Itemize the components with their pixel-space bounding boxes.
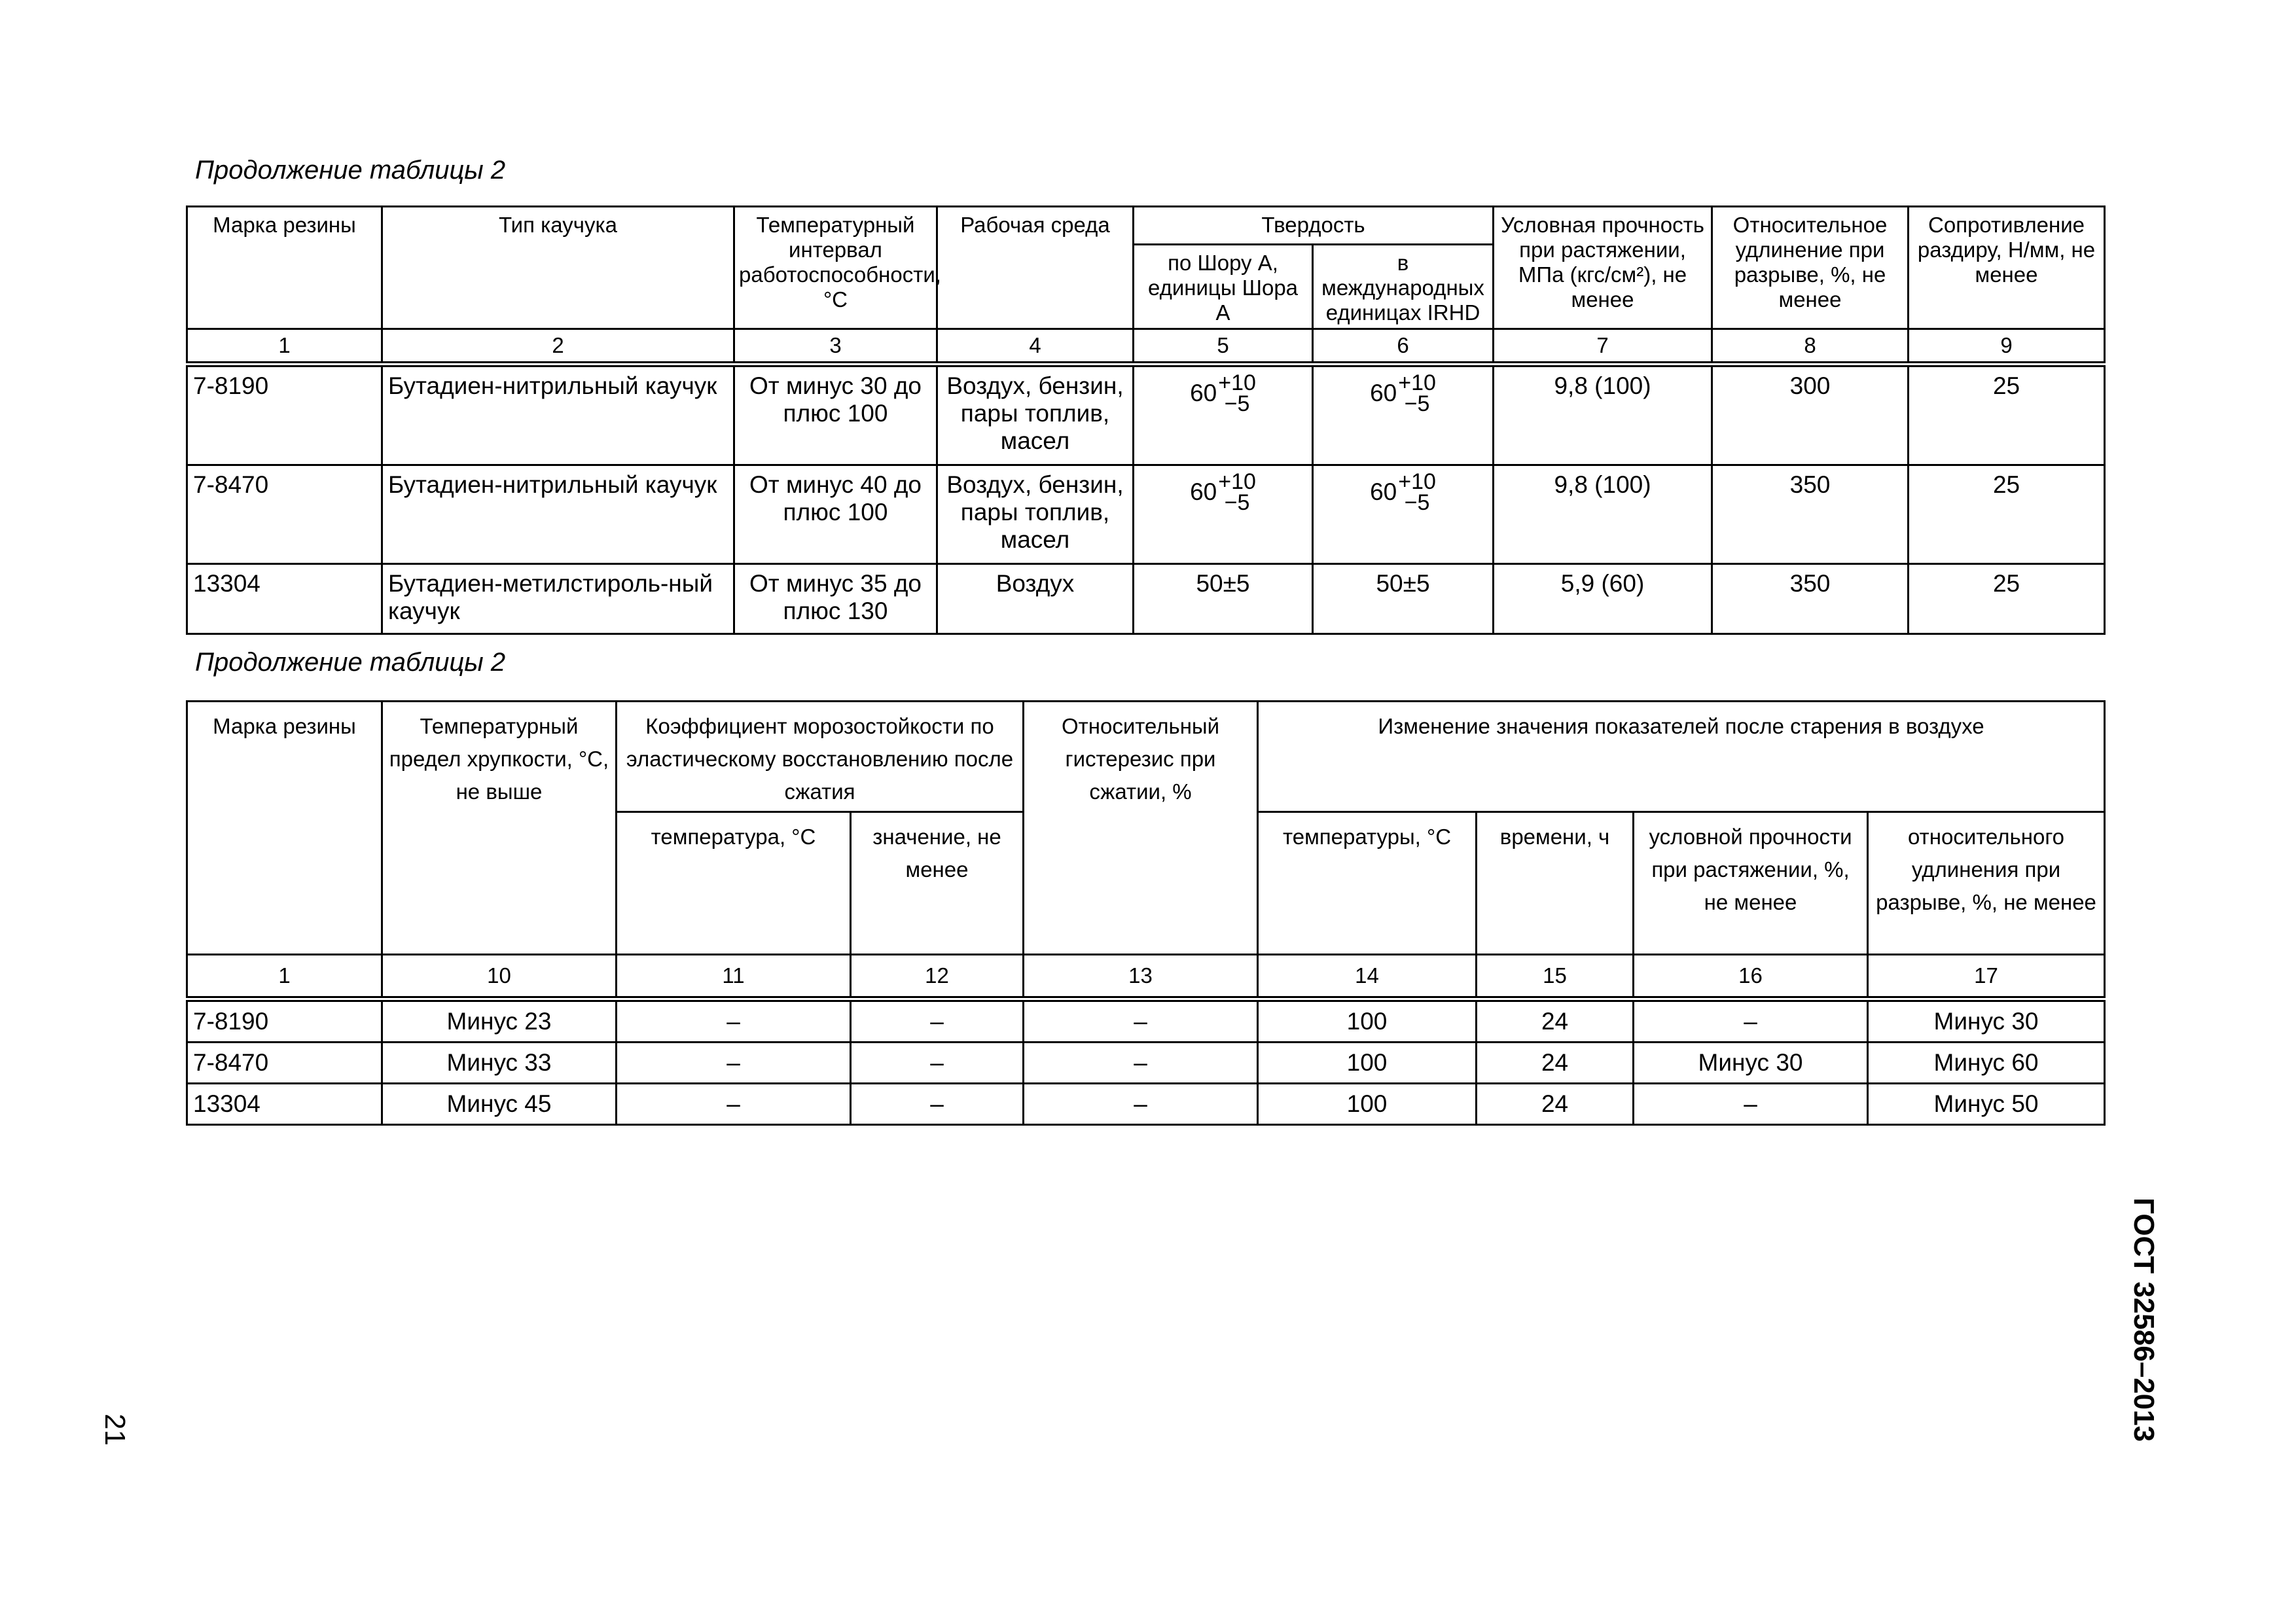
tolerance-base: 60 <box>1190 380 1217 406</box>
cell-aging-time: 24 <box>1477 999 1634 1043</box>
column-number: 12 <box>851 955 1024 999</box>
cell-rubber-type: Бутадиен-нитрильный каучук <box>382 465 734 564</box>
column-number: 13 <box>1024 955 1258 999</box>
cell-elongation: 300 <box>1712 365 1909 465</box>
header-hysteresis: Относительный гистерезис при сжатии, % <box>1024 702 1258 955</box>
cell-elongation: 350 <box>1712 465 1909 564</box>
column-number: 1 <box>187 329 382 365</box>
column-number: 7 <box>1494 329 1712 365</box>
cell-shore: 50±5 <box>1134 564 1313 634</box>
tolerance-upper: +10 <box>1218 370 1256 395</box>
cell-strength: 5,9 (60) <box>1494 564 1712 634</box>
cell-aging-time: 24 <box>1477 1043 1634 1084</box>
column-numbers-row <box>187 955 2105 999</box>
cell-irhd: 50±5 <box>1313 564 1494 634</box>
cell-medium: Воздух, бензин, пары топлив, масел <box>937 465 1134 564</box>
cell-grade: 7-8190 <box>187 365 382 465</box>
cell-brittle: Минус 23 <box>382 999 617 1043</box>
cell-tear: 25 <box>1909 365 2105 465</box>
column-number: 6 <box>1313 329 1494 365</box>
header-irhd: в международных единицах IRHD <box>1313 245 1494 329</box>
tolerance-upper: +10 <box>1398 370 1436 395</box>
tolerance-lower: −5 <box>1404 391 1430 416</box>
standard-designation: ГОСТ 32586–2013 <box>2128 1198 2160 1442</box>
cell-temp: От минус 40 до плюс 100 <box>734 465 937 564</box>
cell-grade: 7-8190 <box>187 999 382 1043</box>
column-number: 11 <box>617 955 851 999</box>
tolerance-lower: −5 <box>1404 490 1430 515</box>
cell-aging-strength: Минус 30 <box>1634 1043 1868 1084</box>
cell-grade: 13304 <box>187 564 382 634</box>
column-number: 2 <box>382 329 734 365</box>
cell-temp: От минус 35 до плюс 130 <box>734 564 937 634</box>
column-number: 1 <box>187 955 382 999</box>
header-aging-temp: температуры, °С <box>1258 812 1477 955</box>
header-shore: по Шору А, единицы Шора А <box>1134 245 1313 329</box>
cell-medium: Воздух, бензин, пары топлив, масел <box>937 365 1134 465</box>
column-numbers-row <box>187 329 2105 365</box>
header-frost-coefficient: Коэффициент морозостойкости по эластическому восстановлению после сжатия <box>617 702 1024 812</box>
column-number: 9 <box>1909 329 2105 365</box>
header-aging-time: времени, ч <box>1477 812 1634 955</box>
cell-aging-elongation: Минус 50 <box>1868 1084 2105 1125</box>
cell-tear: 25 <box>1909 465 2105 564</box>
cell-frost-value: – <box>851 1043 1024 1084</box>
cell-frost-temp: – <box>617 999 851 1043</box>
column-number: 17 <box>1868 955 2105 999</box>
table-row <box>187 365 2105 465</box>
cell-medium: Воздух <box>937 564 1134 634</box>
cell-aging-temp: 100 <box>1258 1084 1477 1125</box>
tolerance-base: 60 <box>1370 478 1397 505</box>
cell-aging-time: 24 <box>1477 1084 1634 1125</box>
table-row <box>187 1043 2105 1084</box>
cell-tear: 25 <box>1909 564 2105 634</box>
cell-brittle: Минус 33 <box>382 1043 617 1084</box>
header-aging: Изменение значения показателей после старения в воздухе <box>1258 702 2105 812</box>
cell-aging-elongation: Минус 30 <box>1868 999 2105 1043</box>
header-temp-interval: Температурный интервал работоспособности, °С <box>734 207 937 329</box>
cell-brittle: Минус 45 <box>382 1084 617 1125</box>
table-rubber-properties-1 <box>186 205 2106 635</box>
header-rubber-type: Тип каучука <box>382 207 734 329</box>
cell-shore <box>1134 365 1313 465</box>
header-grade: Марка резины <box>187 702 382 955</box>
cell-hysteresis: – <box>1024 1084 1258 1125</box>
table-row <box>187 564 2105 634</box>
cell-frost-temp: – <box>617 1084 851 1125</box>
cell-rubber-type: Бутадиен-нитрильный каучук <box>382 365 734 465</box>
header-strength: Условная прочность при растяжении, МПа (кгс/см²), не менее <box>1494 207 1712 329</box>
cell-aging-temp: 100 <box>1258 1043 1477 1084</box>
column-number: 14 <box>1258 955 1477 999</box>
column-number: 4 <box>937 329 1134 365</box>
column-number: 5 <box>1134 329 1313 365</box>
column-number: 15 <box>1477 955 1634 999</box>
header-brittle-temp: Температурный предел хрупкости, °С, не выше <box>382 702 617 955</box>
header-aging-strength: условной прочности при растяжении, %, не менее <box>1634 812 1868 955</box>
cell-strength: 9,8 (100) <box>1494 365 1712 465</box>
tolerance-lower: −5 <box>1224 490 1250 515</box>
header-tear: Сопротивление раздиру, Н/мм, не менее <box>1909 207 2105 329</box>
header-medium: Рабочая среда <box>937 207 1134 329</box>
tolerance-lower: −5 <box>1224 391 1250 416</box>
cell-grade: 7-8470 <box>187 1043 382 1084</box>
cell-frost-value: – <box>851 999 1024 1043</box>
table-row <box>187 1084 2105 1125</box>
header-hardness: Твердость <box>1134 207 1494 245</box>
page-number: 21 <box>99 1414 131 1446</box>
tolerance-upper: +10 <box>1398 469 1436 494</box>
cell-frost-temp: – <box>617 1043 851 1084</box>
cell-aging-temp: 100 <box>1258 999 1477 1043</box>
tolerance-base: 60 <box>1370 380 1397 406</box>
cell-elongation: 350 <box>1712 564 1909 634</box>
table-row <box>187 465 2105 564</box>
cell-hysteresis: – <box>1024 999 1258 1043</box>
table-caption-2: Продолжение таблицы 2 <box>195 648 506 677</box>
table-caption-1: Продолжение таблицы 2 <box>195 156 506 185</box>
cell-frost-value: – <box>851 1084 1024 1125</box>
table-row <box>187 999 2105 1043</box>
cell-shore <box>1134 465 1313 564</box>
header-aging-elongation: относительного удлинения при разрыве, %, не менее <box>1868 812 2105 955</box>
cell-grade: 13304 <box>187 1084 382 1125</box>
header-frost-temp: температура, °С <box>617 812 851 955</box>
header-elongation: Относительное удлинение при разрыве, %, не менее <box>1712 207 1909 329</box>
header-grade: Марка резины <box>187 207 382 329</box>
tolerance-base: 60 <box>1190 478 1217 505</box>
cell-irhd <box>1313 465 1494 564</box>
cell-aging-elongation: Минус 60 <box>1868 1043 2105 1084</box>
cell-aging-strength: – <box>1634 999 1868 1043</box>
column-number: 10 <box>382 955 617 999</box>
cell-temp: От минус 30 до плюс 100 <box>734 365 937 465</box>
cell-grade: 7-8470 <box>187 465 382 564</box>
tolerance-upper: +10 <box>1218 469 1256 494</box>
header-frost-value: значение, не менее <box>851 812 1024 955</box>
column-number: 3 <box>734 329 937 365</box>
cell-strength: 9,8 (100) <box>1494 465 1712 564</box>
cell-rubber-type: Бутадиен-метилстироль-ный каучук <box>382 564 734 634</box>
column-number: 8 <box>1712 329 1909 365</box>
cell-hysteresis: – <box>1024 1043 1258 1084</box>
cell-aging-strength: – <box>1634 1084 1868 1125</box>
column-number: 16 <box>1634 955 1868 999</box>
table-rubber-properties-2 <box>186 700 2106 1126</box>
cell-irhd <box>1313 365 1494 465</box>
